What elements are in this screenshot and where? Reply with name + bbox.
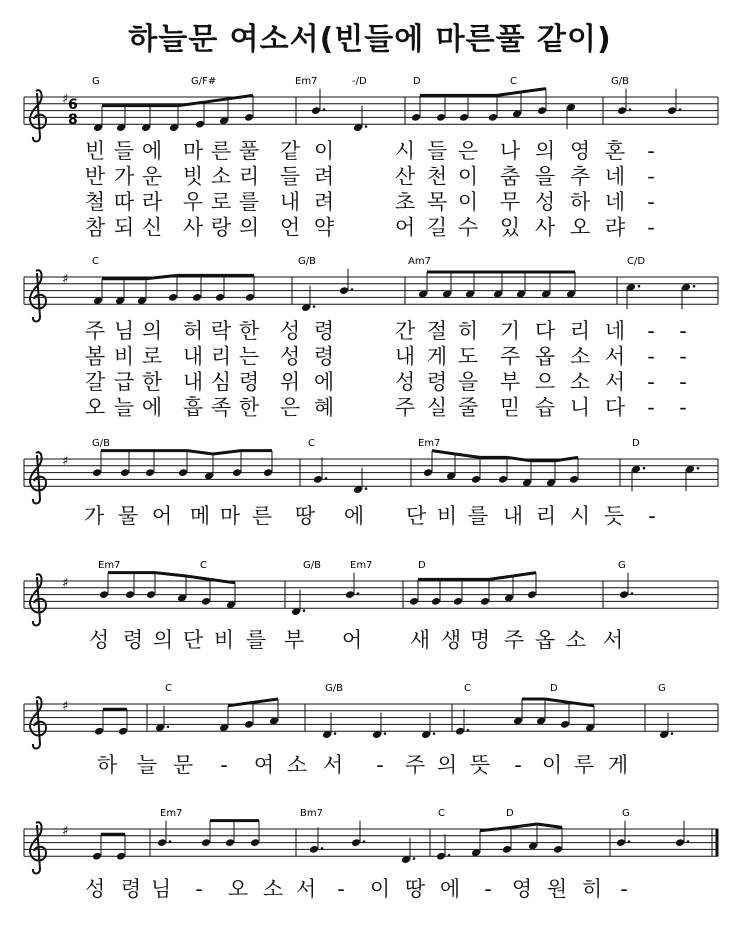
- note-beam: [555, 457, 578, 460]
- lyric-syllable: 명: [469, 628, 491, 652]
- lyric-syllable: 위: [279, 370, 301, 394]
- note-dot: [321, 847, 324, 850]
- lyric-syllable: 늘: [113, 395, 135, 420]
- lyric-syllable: 수: [457, 215, 479, 240]
- lyric-syllable: 메: [189, 504, 211, 528]
- lyric-syllable: 한: [238, 395, 260, 420]
- note-dot: [467, 729, 470, 732]
- lyric-syllable: 약: [313, 215, 335, 240]
- lyric-syllable: 영: [569, 139, 591, 163]
- note-dot: [629, 108, 632, 111]
- lyric-syllable: 에: [141, 139, 163, 163]
- lyric-syllable: 의: [436, 753, 458, 777]
- lyric-syllable: 따: [113, 190, 135, 214]
- lyric-syllable: 를: [238, 190, 260, 214]
- chord-symbol: G/F#: [191, 76, 217, 87]
- lyric-syllable: 심: [210, 370, 232, 394]
- note-dot: [448, 854, 451, 857]
- lyric-syllable: 문: [172, 753, 194, 777]
- chord-symbol: C/D: [627, 256, 646, 267]
- chord-symbol: G/B: [611, 76, 629, 87]
- chord-symbol: D: [418, 560, 426, 571]
- note-dot: [697, 467, 700, 470]
- chord-symbol: C: [165, 683, 172, 694]
- lyric-syllable: 뜻: [469, 753, 491, 777]
- lyric-syllable: 령: [426, 370, 448, 394]
- note-dot: [313, 305, 316, 308]
- lyric-syllable: 길: [426, 215, 448, 240]
- lyric-syllable: 서: [604, 344, 626, 369]
- lyric-syllable: 히: [581, 877, 603, 901]
- lyric-syllable: 부: [283, 628, 305, 652]
- note-beam: [569, 702, 594, 705]
- lyric-syllable: 급: [113, 370, 135, 394]
- lyric-syllable: 신: [141, 215, 163, 240]
- note-beam: [489, 576, 513, 579]
- chord-symbol: G: [658, 683, 666, 694]
- lyric-syllable: -: [376, 753, 384, 777]
- lyric-syllable: 혼: [604, 139, 626, 163]
- lyric-syllable: 성: [279, 319, 301, 343]
- note-beam: [213, 451, 241, 454]
- chord-symbol: D: [506, 808, 514, 819]
- lyric-syllable: 네: [604, 319, 626, 343]
- lyric-syllable: 되: [113, 215, 135, 240]
- key-signature-sharp-icon: ♯: [62, 272, 69, 287]
- lyric-syllable: 비: [113, 344, 135, 369]
- lyric-syllable: 소: [569, 344, 591, 369]
- note-beam: [186, 576, 210, 579]
- lyric-syllable: 믿: [499, 395, 521, 420]
- lyric-syllable: 주: [394, 395, 416, 420]
- lyric-syllable: 기: [499, 319, 521, 343]
- lyric-syllable: 랑: [210, 215, 232, 240]
- lyric-syllable: 철: [84, 190, 106, 214]
- lyric-syllable: 락: [210, 319, 232, 343]
- lyric-syllable: -: [647, 319, 655, 343]
- lyric-syllable: 시: [569, 504, 591, 528]
- lyric-syllable: 다: [604, 395, 626, 420]
- lyric-syllable: 에: [141, 395, 163, 420]
- lyric-syllable: 네: [604, 190, 626, 214]
- chord-symbol: G: [92, 76, 100, 87]
- lyric-syllable: 리: [238, 164, 260, 189]
- lyric-syllable: 의: [152, 628, 174, 652]
- lyric-syllable: 운: [141, 164, 163, 189]
- treble-clef-icon: [30, 452, 46, 503]
- lyric-syllable: -: [620, 877, 628, 901]
- lyric-syllable: 내: [279, 190, 301, 214]
- lyric-syllable: 우: [182, 190, 204, 214]
- lyric-syllable: 듯: [603, 504, 625, 528]
- chord-symbol: G: [622, 808, 630, 819]
- lyric-syllable: 여: [253, 753, 275, 777]
- lyric-syllable: 이: [541, 753, 563, 777]
- note-dot: [303, 609, 306, 612]
- lyric-syllable: 한: [141, 370, 163, 394]
- lyric-syllable: 른: [251, 504, 273, 528]
- chord-symbol: Am7: [408, 256, 431, 267]
- note-beam: [228, 95, 253, 98]
- lyric-syllable: 를: [245, 628, 267, 652]
- lyric-syllable: 풀: [238, 139, 260, 163]
- note-beam: [187, 451, 213, 454]
- staff-system: [24, 560, 718, 616]
- note-dot: [693, 285, 696, 288]
- treble-clef-icon: [30, 90, 46, 141]
- lyric-syllable: 들: [113, 139, 135, 163]
- lyric-syllable: 비: [213, 628, 235, 652]
- chord-symbol: Em7: [350, 560, 373, 571]
- lyric-syllable: 령: [313, 319, 335, 343]
- lyric-syllable: 옵: [534, 344, 556, 369]
- lyric-syllable: 봄: [84, 344, 106, 369]
- lyric-syllable: 에: [343, 504, 365, 528]
- lyric-syllable: 내: [182, 344, 204, 369]
- lyric-syllable: 는: [238, 344, 260, 369]
- lyric-syllable: -: [648, 504, 656, 528]
- lyric-syllable: 에: [439, 877, 461, 901]
- staff-system: [24, 808, 718, 864]
- lyric-syllable: 가: [113, 164, 135, 189]
- lyric-syllable: 시: [394, 139, 416, 163]
- lyric-syllable: 들: [426, 139, 448, 163]
- lyric-syllable: 사: [182, 215, 204, 240]
- staff-system: [24, 683, 718, 739]
- lyric-syllable: 의: [238, 215, 260, 240]
- key-signature-sharp-icon: ♯: [62, 576, 69, 591]
- lyric-syllable: 서: [322, 753, 344, 777]
- note-dot: [413, 857, 416, 860]
- lyric-syllable: 도: [457, 344, 479, 369]
- lyric-syllable: 오: [84, 395, 106, 420]
- note-beam: [480, 827, 511, 830]
- lyric-syllable: 흡: [182, 395, 204, 420]
- time-signature-top: 6: [68, 97, 78, 113]
- lyric-syllable: 주: [404, 753, 426, 777]
- note-dot: [325, 477, 328, 480]
- lyric-syllable: 오: [227, 877, 249, 901]
- chord-symbol: -/D: [352, 76, 367, 87]
- lyric-syllable: -: [647, 190, 655, 214]
- lyric-syllable: 을: [457, 370, 479, 394]
- chord-symbol: C: [438, 808, 445, 819]
- note-beam: [511, 824, 537, 827]
- song-title: 하늘문 여소서(빈들에 마른풀 같이): [128, 22, 612, 57]
- key-signature-sharp-icon: ♯: [62, 699, 69, 714]
- lyric-syllable: 한: [238, 319, 260, 343]
- chord-symbol: Em7: [418, 438, 441, 449]
- lyric-syllable: 른: [210, 139, 232, 163]
- lyric-syllable: 어: [151, 504, 173, 528]
- chord-symbol: G/B: [303, 560, 321, 571]
- chord-symbol: C: [510, 76, 517, 87]
- lyric-syllable: 서: [604, 370, 626, 394]
- lyric-syllable: 네: [604, 164, 626, 189]
- lyric-syllable: 이: [313, 139, 335, 163]
- note-beam: [155, 573, 186, 576]
- lyric-syllable: 성: [279, 344, 301, 369]
- staff-system: [24, 76, 718, 132]
- lyric-syllable: 라: [141, 190, 163, 214]
- lyric-syllable: 소: [565, 628, 587, 652]
- chord-symbol: D: [550, 683, 558, 694]
- lyric-syllable: 소: [286, 753, 308, 777]
- lyric-syllable: 령: [238, 370, 260, 394]
- lyric-syllable: 늘: [136, 753, 158, 777]
- time-signature-bottom: 8: [68, 112, 78, 128]
- lyric-syllable: 빈: [84, 139, 106, 163]
- note-beam: [521, 89, 546, 92]
- note-dot: [323, 108, 326, 111]
- lyric-syllable: 마: [182, 139, 204, 163]
- lyric-syllable: 성: [534, 190, 556, 214]
- lyric-syllable: 족: [210, 395, 232, 420]
- key-signature-sharp-icon: ♯: [62, 824, 69, 839]
- note-dot: [169, 840, 172, 843]
- chord-symbol: C: [92, 256, 99, 267]
- lyric-syllable: 려: [313, 190, 335, 214]
- lyric-syllable: 서: [295, 877, 317, 901]
- lyric-syllable: 들: [279, 164, 301, 189]
- chord-symbol: Em7: [295, 76, 318, 87]
- lyric-syllable: 간: [394, 319, 416, 343]
- chord-symbol: G: [618, 560, 626, 571]
- chord-symbol: G/B: [298, 256, 316, 267]
- lyric-syllable: 새: [409, 628, 431, 652]
- note-dot: [384, 732, 387, 735]
- lyric-syllable: 소: [569, 370, 591, 394]
- lyric-syllable: 님: [113, 319, 135, 343]
- lyric-syllable: 령: [120, 877, 142, 901]
- lyric-syllable: 옵: [534, 628, 556, 652]
- lyric-syllable: 단: [182, 628, 204, 652]
- note-dot: [363, 840, 366, 843]
- lyric-syllable: 령: [313, 344, 335, 369]
- note-beam: [545, 699, 569, 702]
- lyric-syllable: 성: [88, 628, 110, 652]
- lyric-syllable: 으: [534, 370, 556, 394]
- lyric-syllable: 무: [499, 190, 521, 214]
- lyric-syllable: 땅: [294, 504, 316, 528]
- note-beam: [146, 275, 177, 278]
- note-beam: [507, 457, 531, 460]
- note-dot: [167, 726, 170, 729]
- treble-clef-icon: [30, 697, 46, 748]
- lyric-syllable: 춤: [499, 164, 521, 189]
- note-beam: [228, 702, 253, 705]
- lyric-syllable: 나: [499, 139, 521, 163]
- note-beam: [455, 454, 480, 457]
- lyric-syllable: 니: [569, 395, 591, 420]
- chord-symbol: G/B: [325, 683, 343, 694]
- note-dot: [365, 487, 368, 490]
- lyric-syllable: 성: [394, 370, 416, 394]
- lyric-syllable: 주: [499, 344, 521, 369]
- lyric-syllable: 려: [313, 164, 335, 189]
- lyric-syllable: 내: [502, 504, 524, 528]
- lyric-syllable: 산: [394, 164, 416, 189]
- lyric-syllable: -: [484, 877, 492, 901]
- key-signature-sharp-icon: ♯: [62, 454, 69, 469]
- chord-symbol: Bm7: [300, 808, 323, 819]
- lyric-syllable: 사: [534, 215, 556, 240]
- lyric-syllable: 이: [457, 190, 479, 214]
- lyric-syllable: 어: [341, 628, 363, 652]
- treble-clef-icon: [30, 270, 46, 321]
- lyric-syllable: 게: [607, 753, 629, 777]
- note-beam: [210, 579, 235, 582]
- note-dot: [643, 467, 646, 470]
- lyric-syllable: 리: [535, 504, 557, 528]
- lyric-syllable: -: [647, 344, 655, 369]
- lyric-syllable: 은: [279, 395, 301, 420]
- lyric-syllable: 리: [210, 344, 232, 369]
- lyric-syllable: 히: [457, 319, 479, 343]
- lyric-syllable: -: [647, 370, 655, 394]
- note-dot: [687, 840, 690, 843]
- lyric-syllable: 어: [394, 215, 416, 240]
- note-dot: [365, 125, 368, 128]
- lyric-syllable: -: [647, 164, 655, 189]
- lyric-syllable: 실: [426, 395, 448, 420]
- lyric-syllable: 절: [426, 319, 448, 343]
- lyric-syllable: 단: [405, 504, 427, 528]
- key-signature-sharp-icon: ♯: [62, 92, 69, 107]
- note-dot: [671, 732, 674, 735]
- lyric-syllable: 리: [569, 319, 591, 343]
- lyric-syllable: 줄: [457, 395, 479, 420]
- lyric-syllable: 이: [457, 164, 479, 189]
- lyric-syllable: -: [337, 877, 345, 901]
- lyric-syllable: 님: [150, 877, 172, 901]
- lyric-syllable: 습: [534, 395, 556, 420]
- lyric-syllable: 내: [394, 344, 416, 369]
- lyric-syllable: 천: [426, 164, 448, 189]
- lyric-syllable: -: [679, 344, 687, 369]
- lyric-syllable: 다: [534, 319, 556, 343]
- note-dot: [638, 285, 641, 288]
- chord-symbol: G/B: [92, 438, 110, 449]
- lyric-syllable: -: [514, 753, 522, 777]
- note-dot: [631, 592, 634, 595]
- lyric-syllable: 을: [534, 164, 556, 189]
- lyric-syllable: -: [647, 215, 655, 240]
- note-beam: [513, 573, 536, 576]
- lyric-syllable: 허: [182, 319, 204, 343]
- note-dot: [334, 732, 337, 735]
- lyric-syllable: -: [679, 319, 687, 343]
- lyric-syllable: 성: [84, 877, 106, 901]
- lyric-syllable: 이: [369, 877, 391, 901]
- staff-system: [24, 438, 718, 494]
- note-dot: [433, 732, 436, 735]
- chord-symbol: C: [308, 438, 315, 449]
- note-beam: [497, 92, 521, 95]
- staff-system: [24, 256, 718, 312]
- lyric-syllable: 를: [467, 504, 489, 528]
- lyric-syllable: 추: [569, 164, 591, 189]
- lyric-syllable: 에: [313, 370, 335, 394]
- note-beam: [178, 102, 204, 105]
- lyric-syllable: 같: [279, 139, 301, 163]
- lyric-syllable: 랴: [604, 215, 626, 240]
- lyric-syllable: 반: [84, 164, 106, 189]
- lyric-syllable: 내: [182, 370, 204, 394]
- chord-symbol: D: [413, 76, 421, 87]
- lyric-syllable: 있: [499, 215, 521, 240]
- lyric-syllable: 령: [122, 628, 144, 652]
- lyric-syllable: -: [220, 753, 228, 777]
- lyric-syllable: 오: [569, 215, 591, 240]
- lyric-syllable: 은: [457, 139, 479, 163]
- lyric-syllable: 영: [511, 877, 533, 901]
- lyric-syllable: -: [195, 877, 203, 901]
- lyric-syllable: 루: [573, 753, 595, 777]
- note-dot: [351, 288, 354, 291]
- lyric-syllable: 땅: [404, 877, 426, 901]
- note-beam: [253, 699, 278, 702]
- lyric-syllable: 마: [219, 504, 241, 528]
- lyric-syllable: 부: [499, 370, 521, 394]
- chord-symbol: Em7: [160, 808, 183, 819]
- lyric-syllable: -: [647, 139, 655, 163]
- chord-symbol: D: [632, 438, 640, 449]
- note-dot: [679, 108, 682, 111]
- lyric-syllable: 소: [210, 164, 232, 189]
- lyric-syllable: 주: [503, 628, 525, 652]
- lyric-syllable: 로: [141, 344, 163, 369]
- note-beam: [432, 451, 455, 454]
- lyric-syllable: 의: [534, 139, 556, 163]
- treble-clef-icon: [30, 574, 46, 625]
- lyric-syllable: -: [679, 370, 687, 394]
- chord-symbol: C: [200, 560, 207, 571]
- chord-symbol: C: [464, 683, 471, 694]
- lyric-syllable: 하: [569, 190, 591, 214]
- lyric-syllable: 비: [436, 504, 458, 528]
- lyric-syllable: 원: [546, 877, 568, 901]
- note-beam: [204, 99, 228, 102]
- note-dot: [357, 592, 360, 595]
- lyric-syllable: 생: [440, 628, 462, 652]
- lyric-syllable: 참: [84, 215, 106, 240]
- lyric-syllable: 빗: [182, 164, 204, 189]
- note-beam: [537, 824, 562, 827]
- lyric-syllable: 게: [426, 344, 448, 369]
- lyric-syllable: 갈: [84, 370, 106, 394]
- chord-symbol: Em7: [98, 560, 121, 571]
- lyric-syllable: 목: [426, 190, 448, 214]
- lyric-syllable: 로: [210, 190, 232, 214]
- lyric-syllable: 가: [83, 504, 105, 528]
- lyric-syllable: 서: [602, 628, 624, 652]
- lyric-syllable: 의: [141, 319, 163, 343]
- lyric-syllable: -: [647, 395, 655, 420]
- lyric-syllable: -: [679, 395, 687, 420]
- lyric-syllable: 언: [279, 215, 301, 240]
- lyric-syllable: 초: [394, 190, 416, 214]
- lyric-syllable: 물: [117, 504, 139, 528]
- lyric-syllable: 소: [262, 877, 284, 901]
- lyric-syllable: 하: [96, 753, 118, 777]
- treble-clef-icon: [30, 822, 46, 873]
- lyric-syllable: 주: [84, 319, 106, 343]
- lyric-syllable: 혜: [313, 395, 335, 420]
- note-dot: [628, 840, 631, 843]
